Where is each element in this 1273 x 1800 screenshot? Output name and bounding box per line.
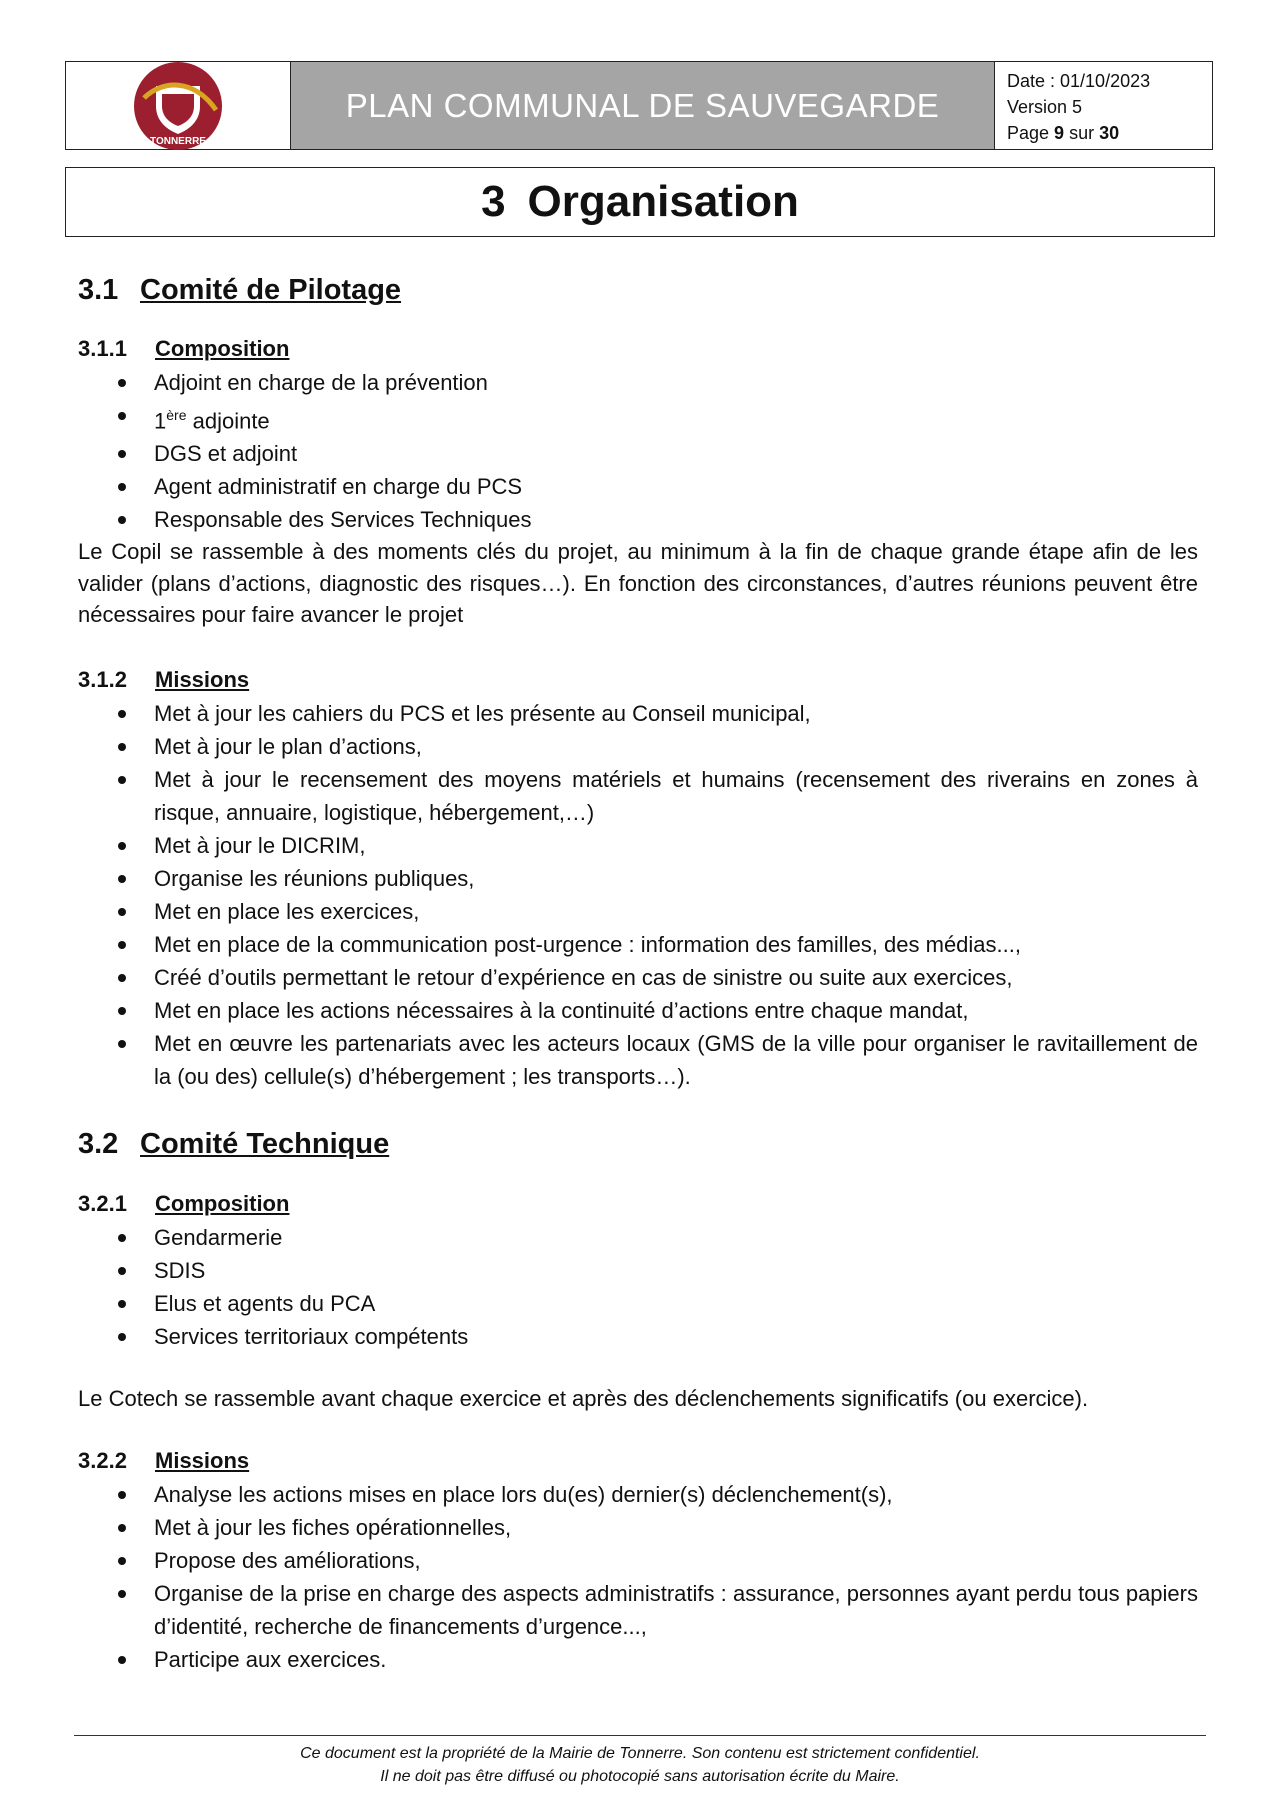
section-title: Comité de Pilotage	[140, 273, 402, 306]
section-title: Comité Technique	[140, 1128, 390, 1161]
page-prefix: Page	[1007, 123, 1055, 143]
list-item: Met en place de la communication post-urgence : information des familles, des médias...,	[78, 928, 1198, 961]
subsection-heading-3-2-1	[78, 1187, 1198, 1221]
list-item: Créé d’outils permettant le retour d’expérience en cas de sinistre ou suite aux exercices,	[78, 961, 1198, 994]
page-content	[78, 270, 1198, 1676]
subsection-title: Missions	[155, 666, 250, 692]
list-item: Met à jour les fiches opérationnelles,	[78, 1511, 1198, 1544]
subsection-number: 3.2.2	[78, 1448, 127, 1474]
section-number: 3.2	[78, 1128, 119, 1161]
subsection-heading-3-1-1	[78, 332, 1198, 366]
subsection-heading-3-1-2	[78, 663, 1198, 697]
subsection-number: 3.1.1	[78, 336, 127, 361]
document-header	[65, 61, 1213, 150]
chapter-number: 3	[481, 177, 506, 226]
section-heading-3-1	[78, 270, 1198, 310]
tonnerre-logo-icon	[132, 60, 224, 152]
page-number: 9	[1054, 123, 1065, 143]
list-item: Organise de la prise en charge des aspects administratifs : assurance, personnes ayant perdu tous papiers d’identité, recherche de financements d’urgence...,	[78, 1577, 1198, 1643]
list-item: Agent administratif en charge du PCS	[78, 470, 1198, 503]
document-date: Date : 01/10/2023	[1007, 71, 1151, 91]
subsection-number: 3.1.2	[78, 666, 127, 692]
logo-text: TONNERRE	[150, 135, 206, 147]
list-item: Elus et agents du PCA	[78, 1287, 1198, 1320]
section-heading-3-2	[78, 1125, 1198, 1165]
ordinal-rest: adjointe	[186, 408, 270, 434]
page-indicator	[1007, 120, 1200, 146]
subsection-number: 3.2.1	[78, 1190, 127, 1216]
list-item: Gendarmerie	[78, 1221, 1198, 1254]
list-item: Adjoint en charge de la prévention	[78, 366, 1198, 399]
document-version: Version 5	[1007, 97, 1083, 117]
list-item: Met à jour le plan d’actions,	[78, 730, 1198, 763]
document-meta	[995, 62, 1212, 149]
list-item: Organise les réunions publiques,	[78, 862, 1198, 895]
copil-missions-list	[78, 697, 1198, 1093]
cotech-missions-list	[78, 1478, 1198, 1676]
copil-composition-list	[78, 366, 1198, 536]
list-item: Propose des améliorations,	[78, 1544, 1198, 1577]
document-title: PLAN COMMUNAL DE SAUVEGARDE	[291, 62, 995, 149]
subsection-title: Composition	[155, 1190, 290, 1216]
subsection-heading-3-2-2	[78, 1444, 1198, 1478]
list-item: Met en place les actions nécessaires à la continuité d’actions entre chaque mandat,	[78, 994, 1198, 1027]
page-sep: sur	[1064, 123, 1100, 143]
list-item: Met à jour le recensement des moyens matériels et humains (recensement des riverains en zones à risque, annuaire, logistique, hébergement,…)	[78, 763, 1198, 829]
list-item: Met en œuvre les partenariats avec les acteurs locaux (GMS de la ville pour organiser le ravitaillement de la (ou des) cellule(s) d’hébergement ; les transports…).	[78, 1027, 1198, 1093]
list-item: Met à jour les cahiers du PCS et les présente au Conseil municipal,	[78, 697, 1198, 730]
ordinal-sup: ère	[166, 407, 187, 423]
chapter-title: Organisation	[527, 177, 799, 226]
cotech-paragraph: Le Cotech se rassemble avant chaque exercice et après des déclenchements significatifs (ou exercice).	[78, 1385, 1089, 1411]
list-item: SDIS	[78, 1254, 1198, 1287]
list-item	[78, 399, 1198, 437]
document-footer	[74, 1735, 1206, 1788]
section-number: 3.1	[78, 273, 119, 306]
list-item: Services territoriaux compétents	[78, 1320, 1198, 1353]
cotech-composition-list	[78, 1221, 1198, 1353]
logo-cell	[66, 62, 291, 149]
ordinal-base: 1	[154, 408, 167, 434]
list-item: Met en place les exercices,	[78, 895, 1198, 928]
list-item: Responsable des Services Techniques	[78, 503, 1198, 536]
chapter-heading	[65, 167, 1215, 237]
list-item: Analyse les actions mises en place lors du(es) dernier(s) déclenchement(s),	[78, 1478, 1198, 1511]
subsection-title: Missions	[155, 1448, 250, 1474]
page-total: 30	[1099, 123, 1120, 143]
footer-line-1: Ce document est la propriété de la Mairie de Tonnerre. Son contenu est strictement confidentiel.	[300, 1745, 980, 1762]
footer-line-2: Il ne doit pas être diffusé ou photocopié sans autorisation écrite du Maire.	[380, 1768, 900, 1785]
subsection-title: Composition	[155, 336, 290, 361]
copil-paragraph: Le Copil se rassemble à des moments clés du projet, au minimum à la fin de chaque grande étape afin de les valider (plans d’actions, diagnostic des risques…). En fonction des circonstances, d’autres réunions peuvent être nécessaires pour faire avancer le projet	[78, 539, 1198, 628]
list-item: Met à jour le DICRIM,	[78, 829, 1198, 862]
list-item: Participe aux exercices.	[78, 1643, 1198, 1676]
list-item: DGS et adjoint	[78, 437, 1198, 470]
